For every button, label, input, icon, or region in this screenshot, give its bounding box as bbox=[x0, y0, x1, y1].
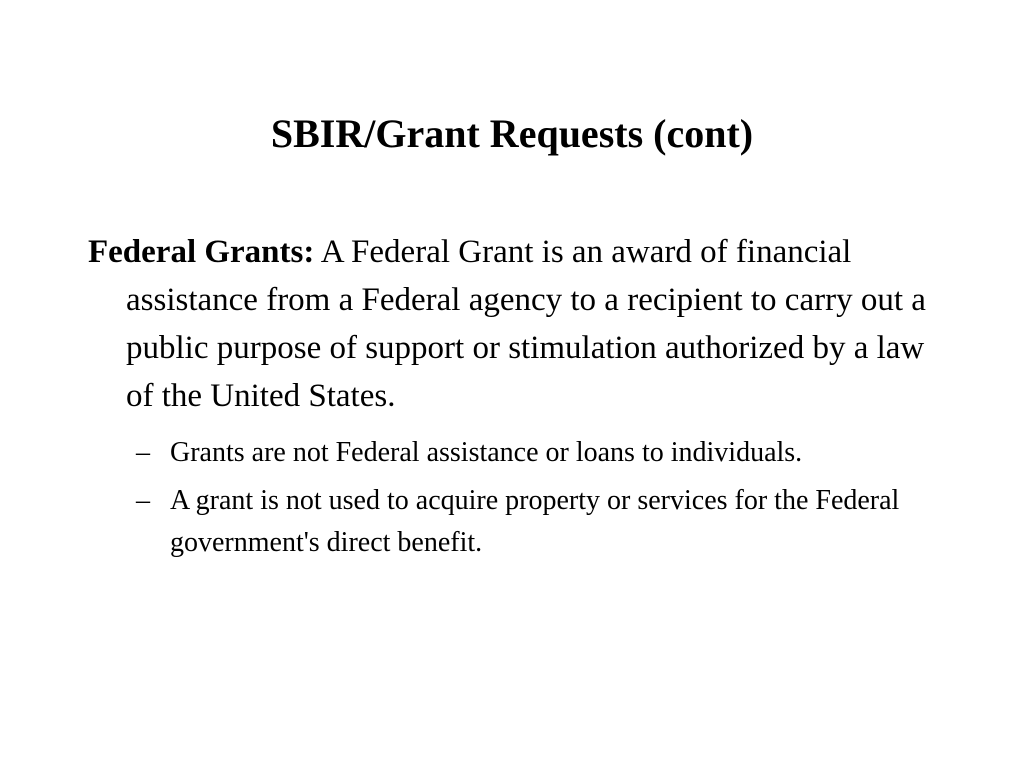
sub-bullet-list bbox=[88, 432, 928, 564]
slide-title: SBIR/Grant Requests (cont) bbox=[270, 111, 754, 156]
sub-bullet-text: Grants are not Federal assistance or loans to individuals. bbox=[170, 437, 803, 468]
main-bullet-text: A Federal Grant is an award of financial assistance from a Federal agency to a recipient to carry out a public purpose of support or stimulation authorized by a law of the United States. bbox=[126, 234, 926, 414]
main-bullet-lead: Federal Grants: bbox=[88, 234, 315, 270]
slide-body bbox=[88, 228, 928, 570]
sub-bullet bbox=[88, 480, 928, 564]
sub-bullet bbox=[88, 432, 928, 474]
main-bullet bbox=[88, 228, 928, 420]
sub-bullet-text: A grant is not used to acquire property or services for the Federal government's direct benefit. bbox=[170, 485, 900, 558]
dash-bullet-icon: – bbox=[136, 437, 150, 468]
dash-bullet-icon: – bbox=[136, 485, 150, 516]
